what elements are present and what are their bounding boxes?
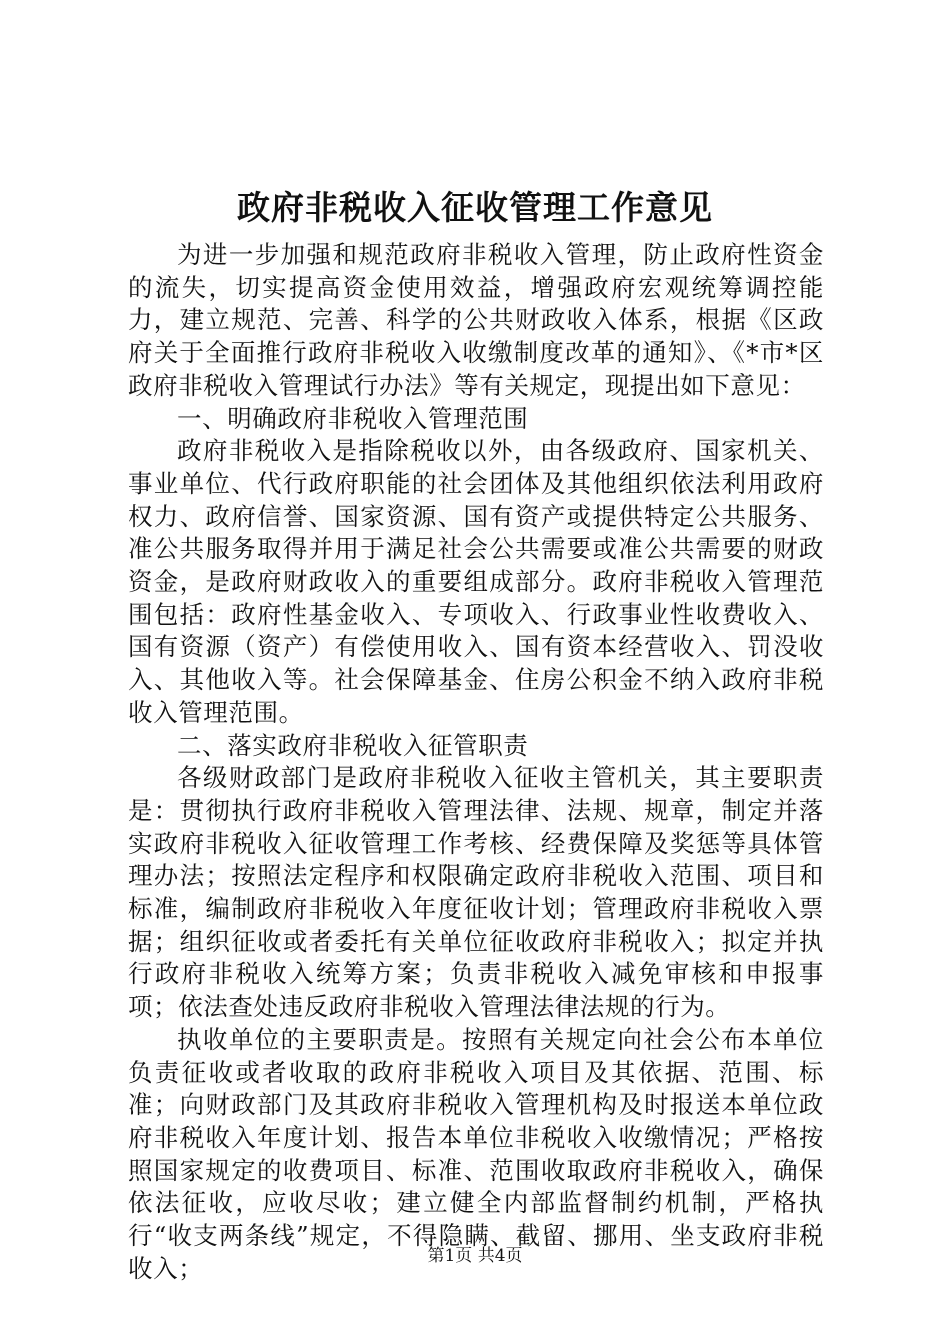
section-2-paragraph-2: 执收单位的主要职责是。按照有关规定向社会公布本单位负责征收或者收取的政府非税收入项目及其依据、范围、标准；向财政部门及其政府非税收入管理机构及时报送本单位政府非税收入年度计划、报告本单位非税收入收缴情况；严格按照国家规定的收费项目、标准、范围收取政府非税收入，确保依法征收，应收尽收；建立健全内部监督制约机制，严格执行“收支两条线”规定，不得隐瞒、截留、挪用、坐支政府非税收入； [128, 1024, 824, 1283]
intro-paragraph: 为进一步加强和规范政府非税收入管理，防止政府性资金的流失，切实提高资金使用效益，增强政府宏观统筹调控能力，建立规范、完善、科学的公共财政收入体系，根据《区政府关于全面推行政府非税收入收缴制度改革的通知》、《*市*区政府非税收入管理试行办法》等有关规定，现提出如下意见： [128, 240, 824, 400]
section-2-paragraph-1: 各级财政部门是政府非税收入征收主管机关，其主要职责是：贯彻执行政府非税收入管理法律、法规、规章，制定并落实政府非税收入征收管理工作考核、经费保障及奖惩等具体管理办法；按照法定程序和权限确定政府非税收入范围、项目和标准，编制政府非税收入年度征收计划；管理政府非税收入票据；组织征收或者委托有关单位征收政府非税收入；拟定并执行政府非税收入统筹方案；负责非税收入减免审核和申报事项；依法查处违反政府非税收入管理法律法规的行为。 [128, 763, 824, 1022]
section-heading-1: 一、明确政府非税收入管理范围 [177, 403, 529, 433]
page-footer: 第1页 共4页 [427, 1246, 523, 1266]
document-title: 政府非税收入征收管理工作意见 [237, 188, 713, 227]
document-body [128, 239, 824, 1286]
section-heading-2: 二、落实政府非税收入征管职责 [177, 730, 529, 760]
section-1-paragraph: 政府非税收入是指除税收以外，由各级政府、国家机关、事业单位、代行政府职能的社会团体及其他组织依法利用政府权力、政府信誉、国家资源、国有资产或提供特定公共服务、准公共服务取得并用于满足社会公共需要或准公共需要的财政资金，是政府财政收入的重要组成部分。政府非税收入管理范围包括：政府性基金收入、专项收入、行政事业性收费收入、国有资源（资产）有偿使用收入、国有资本经营收入、罚没收入、其他收入等。社会保障基金、住房公积金不纳入政府非税收入管理范围。 [128, 436, 824, 727]
